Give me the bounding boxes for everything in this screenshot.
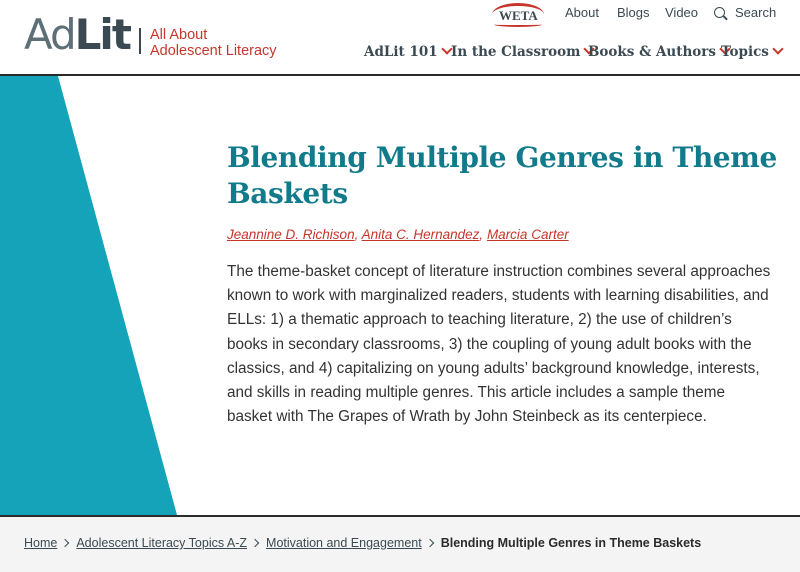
breadcrumb-current: Blending Multiple Genres in Theme Baskets [440, 536, 702, 550]
logo-divider [139, 28, 141, 54]
nav-item-in-the-classroom[interactable] [451, 43, 593, 61]
search-icon[interactable] [714, 7, 725, 18]
teal-shape [0, 76, 177, 515]
author-link-2[interactable]: Anita C. Hernandez [361, 227, 480, 242]
chevron-right-icon [61, 539, 69, 547]
nav-label: Topics [721, 44, 769, 60]
utility-link-search[interactable]: Search [735, 5, 777, 20]
weta-logo[interactable] [492, 1, 546, 25]
tagline-line-1: All About [150, 27, 208, 43]
author-link-3[interactable]: Marcia Carter [486, 227, 569, 242]
breadcrumb [0, 515, 800, 572]
logo-lit: Lit [74, 10, 130, 59]
breadcrumb-motivation[interactable]: Motivation and Engagement [266, 536, 422, 550]
chevron-down-icon [772, 43, 783, 54]
nav-label: AdLit 101 [364, 44, 438, 60]
breadcrumb-row [24, 535, 701, 551]
utility-link-blogs[interactable]: Blogs [617, 5, 650, 20]
logo-ad: Ad [24, 10, 75, 59]
decorative-teal-panel [0, 76, 180, 515]
site-header [0, 0, 800, 76]
author-separator: , [354, 227, 362, 242]
author-link-1[interactable]: Jeannine D. Richison [227, 227, 355, 242]
nav-label: In the Classroom [451, 44, 581, 60]
nav-item-adlit-101[interactable] [364, 43, 451, 61]
page-title: Blending Multiple Genres in Theme Baskets [227, 141, 777, 210]
author-list [227, 226, 569, 244]
nav-item-books-authors[interactable] [588, 43, 729, 61]
weta-logo-text: WETA [499, 8, 538, 23]
logo-tagline [150, 27, 277, 59]
author-separator: , [479, 227, 487, 242]
chevron-right-icon [425, 539, 433, 547]
logo-wordmark[interactable] [24, 12, 130, 58]
breadcrumb-topics-az[interactable]: Adolescent Literacy Topics A-Z [76, 536, 248, 550]
utility-link-about[interactable]: About [565, 5, 599, 20]
chevron-right-icon [251, 539, 259, 547]
nav-item-topics[interactable] [721, 43, 782, 61]
tagline-line-2: Adolescent Literacy [150, 43, 277, 59]
article-summary: The theme-basket concept of literature instruction combines several approaches known to work with marginalized readers, students with learning disabilities, and ELLs: 1) a thematic approach to teaching literature, 2) the use of children’s books in secondary classrooms, 3) the coupling of young adult books with the classics, and 4) capitalizing on young adults’ background knowledge, interests, and skills in reading multiple genres. This article includes a sample theme basket with The Grapes of Wrath by John Steinbeck as its centerpiece. [227, 263, 771, 426]
utility-link-video[interactable]: Video [665, 5, 699, 20]
weta-underline [494, 22, 542, 27]
nav-label: Books & Authors [588, 44, 717, 60]
breadcrumb-home[interactable]: Home [24, 536, 58, 550]
